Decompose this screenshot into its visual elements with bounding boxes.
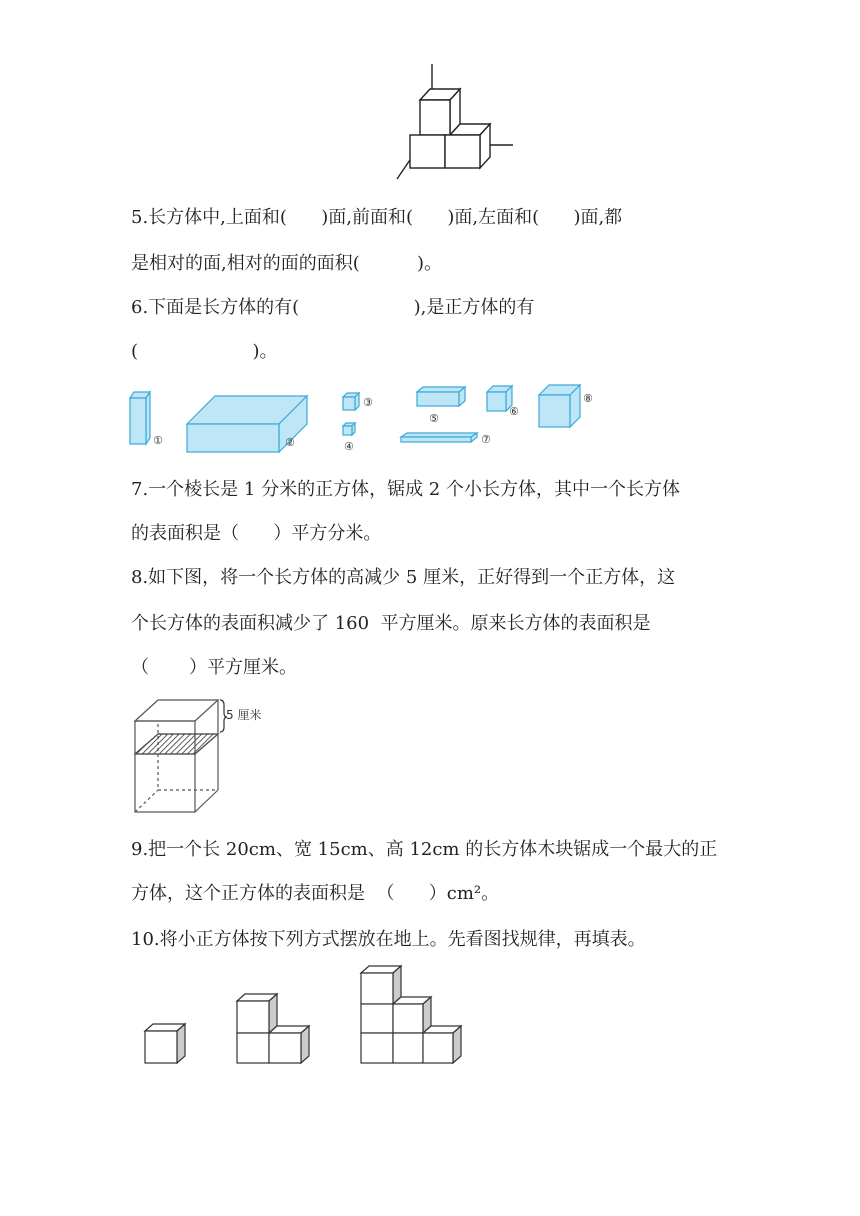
label-shape-7: ⑦ (481, 433, 491, 446)
q9-line-2: 方体，这个正方体的表面积是 （ ）cm²。 (131, 883, 500, 904)
five-cm-label: 5 厘米 (226, 708, 262, 722)
pattern-step-2 (237, 994, 309, 1063)
q5-line-1: 5.长方体中,上面和( )面,前面和( )面,左面和( )面,都 (131, 207, 623, 228)
q7-line-2: 的表面积是（ ）平方分米。 (131, 523, 382, 544)
top-cube-stack-figure (395, 62, 520, 184)
label-shape-2: ② (285, 436, 295, 449)
label-shape-3: ③ (363, 396, 373, 409)
q10-line-1: 10.将小正方体按下列方式摆放在地上。先看图找规律，再填表。 (131, 929, 646, 950)
pattern-step-3 (361, 966, 461, 1063)
q5-line-2: 是相对的面,相对的面的面积( )。 (131, 253, 442, 274)
label-shape-8: ⑧ (583, 392, 593, 405)
shape-5 (417, 387, 465, 392)
q8-line-1: 8.如下图，将一个长方体的高减少 5 厘米，正好得到一个正方体，这 (131, 567, 676, 588)
q7-line-1: 7.一个棱长是 1 分米的正方体，锯成 2 个小长方体，其中一个长方体 (131, 479, 680, 500)
q10-cube-pattern-figure (140, 962, 470, 1068)
q8-cuboid-figure (130, 692, 280, 816)
q8-line-3: （ ）平方厘米。 (131, 657, 298, 678)
label-shape-5: ⑤ (429, 412, 439, 425)
q9-line-1: 9.把一个长 20cm、宽 15cm、高 12cm 的长方体木块锯成一个最大的正 (131, 839, 718, 860)
q6-line-2: ( )。 (131, 341, 278, 362)
label-shape-4: ④ (344, 440, 354, 453)
pattern-step-1 (145, 1024, 185, 1063)
q8-line-2: 个长方体的表面积减少了 160 平方厘米。原来长方体的表面积是 (131, 613, 651, 634)
shape-7 (401, 433, 477, 437)
q6-line-1: 6.下面是长方体的有( ),是正方体的有 (131, 297, 535, 318)
label-shape-6: ⑥ (509, 405, 519, 418)
label-shape-1: ① (153, 434, 163, 447)
q6-shapes-figure (125, 380, 625, 458)
